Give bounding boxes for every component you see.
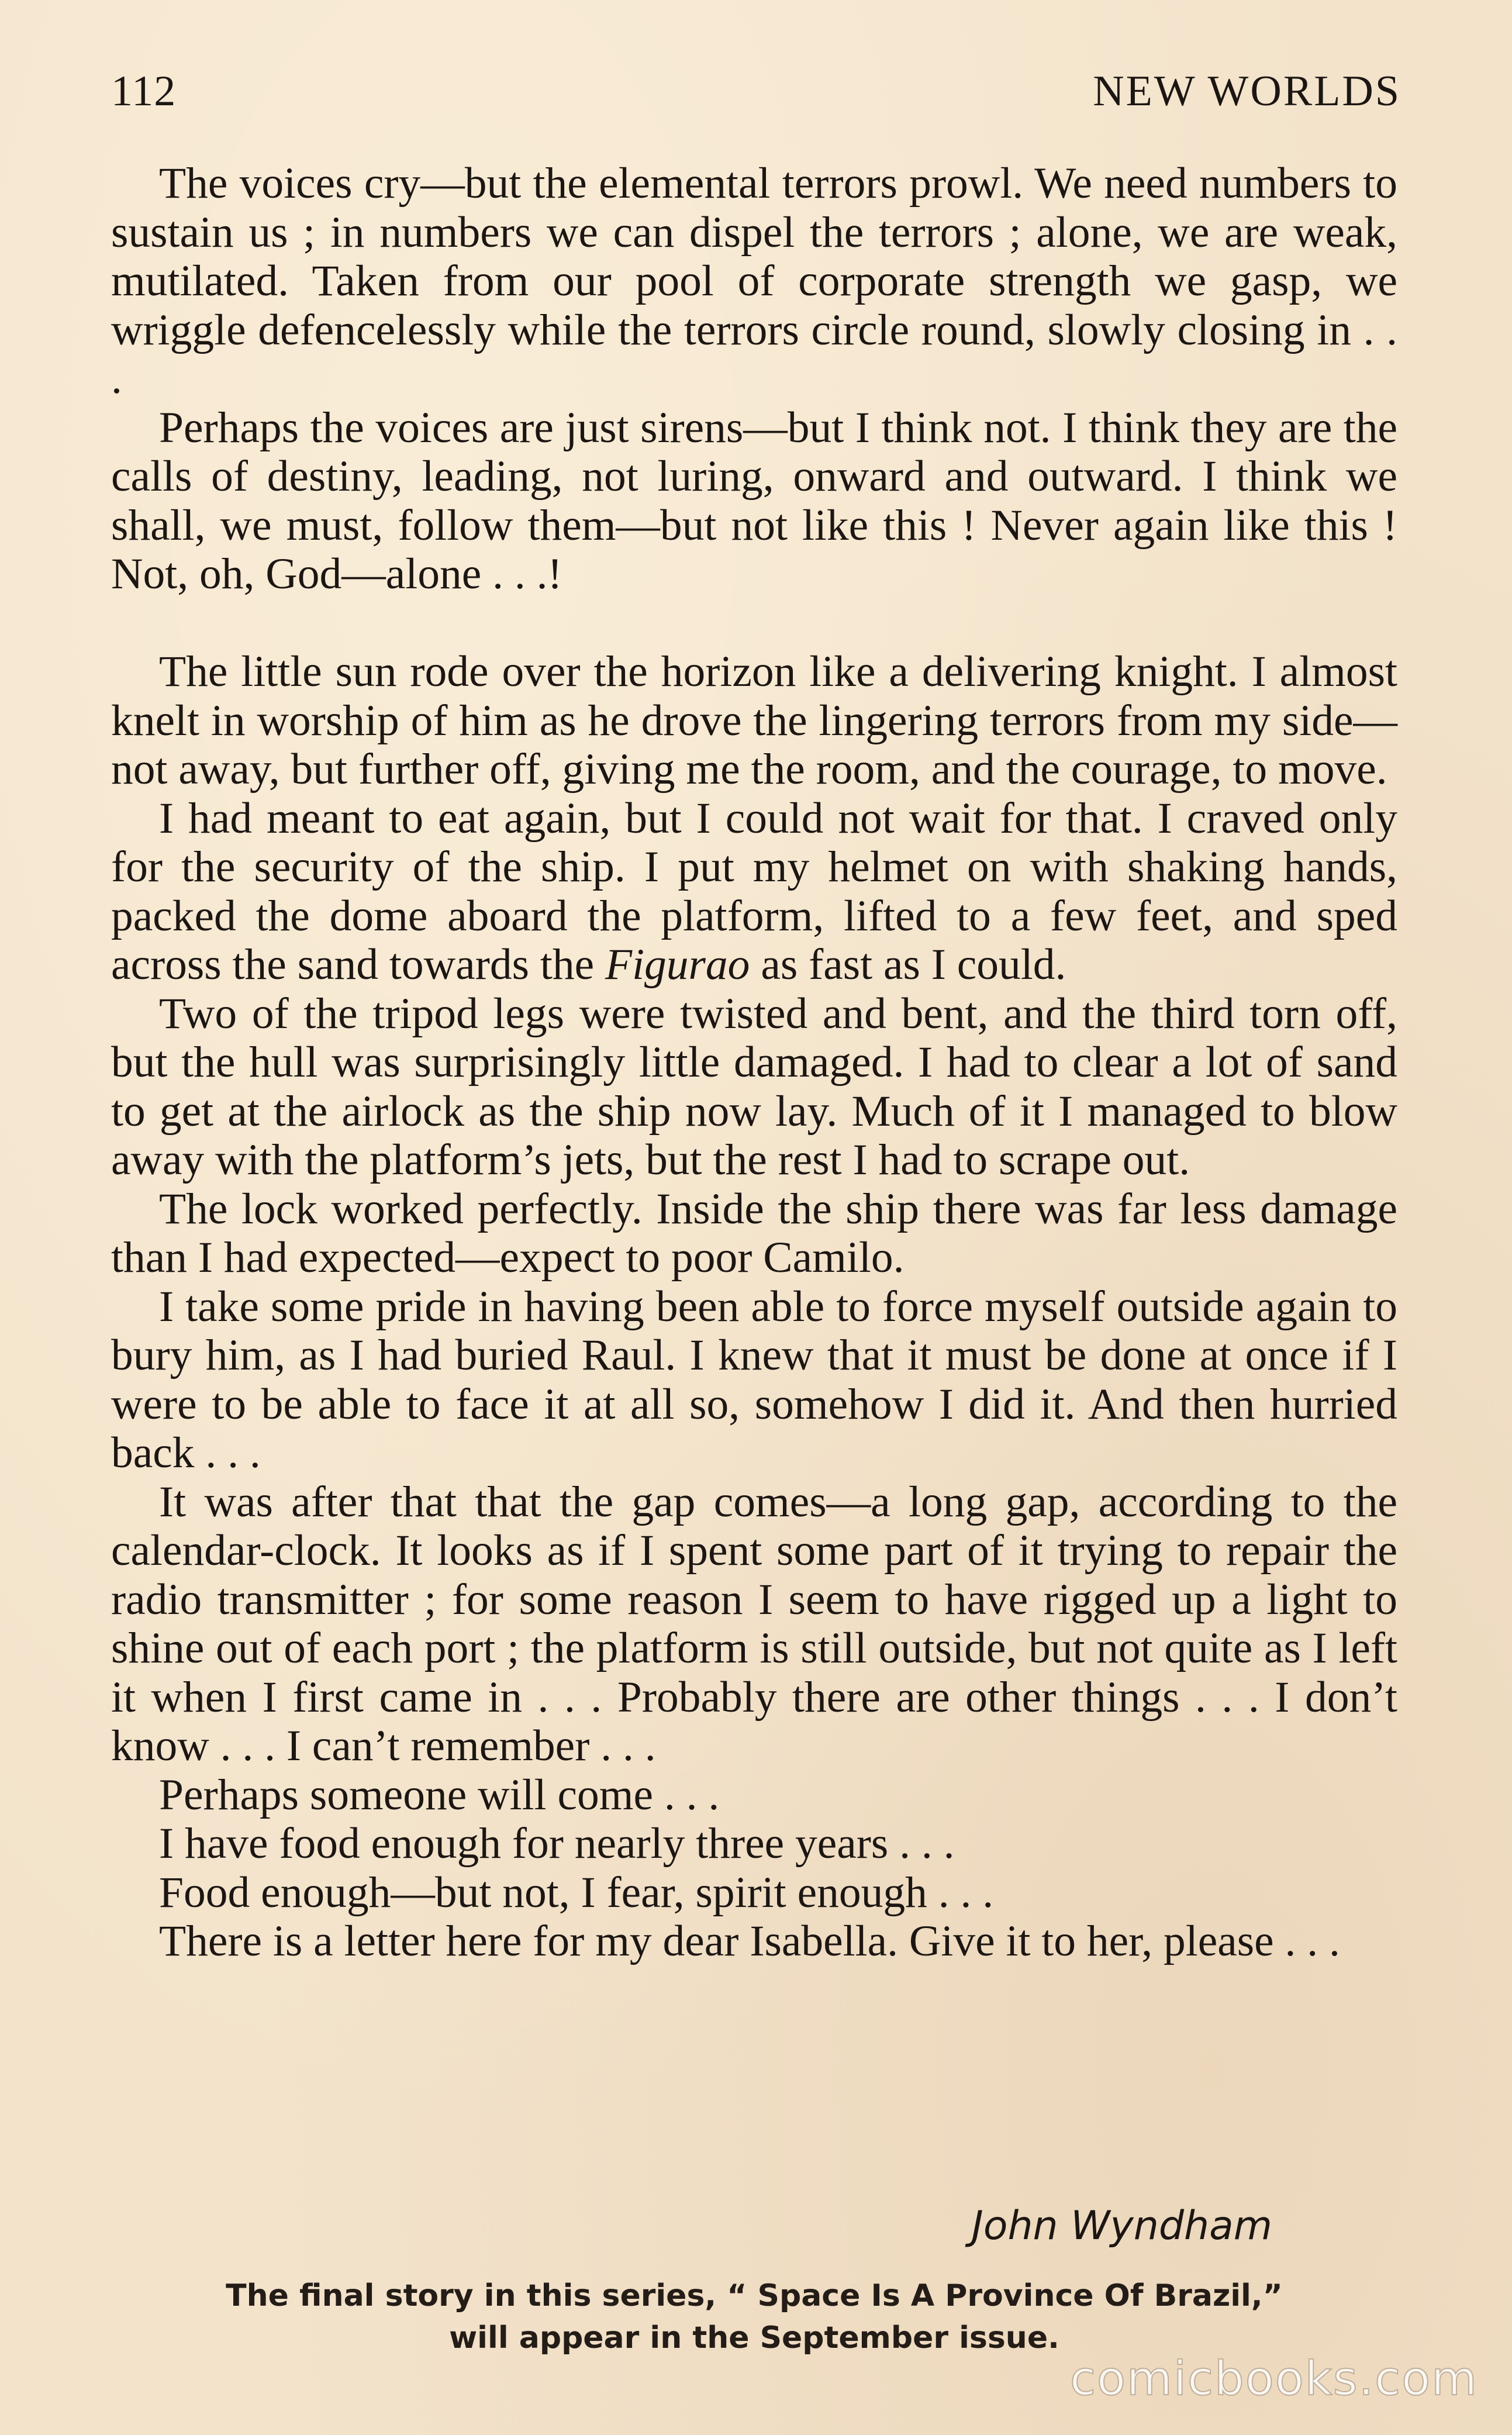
paragraph: I take some pride in having been able to force myself outside again to bury him, as I had buried Raul. I knew that it must be done at once if I were to be able to face it at all so, somehow I did it. And then hurried back . . . <box>111 1282 1397 1477</box>
running-head <box>111 63 1401 119</box>
page-number: 112 <box>111 67 177 115</box>
paragraph-text: I had meant to eat again, but I could not wait for that. I craved only for the security of the ship. I put my helmet on with shaking hands, packed the dome aboard the platform, lifted to a few feet, and sped across the sand towards the <box>111 794 1397 989</box>
footnote-line: The final story in this series, “ Space Is A Province Of Brazil,” <box>226 2278 1283 2313</box>
paragraph: Food enough—but not, I fear, spirit enough . . . <box>159 1868 994 1917</box>
paragraph-text-end: as fast as I could. <box>750 940 1066 989</box>
paragraph: The little sun rode over the horizon like a delivering knight. I almost knelt in worship of him as he drove the lingering terrors from my side—not away, but further off, giving me the room, and the courage, to move. <box>111 647 1397 794</box>
story-text <box>111 159 1397 1966</box>
paragraph: The lock worked perfectly. Inside the ship there was far less damage than I had expected—expect to poor Camilo. <box>111 1184 1397 1282</box>
paragraph: There is a letter here for my dear Isabella. Give it to her, please . . . <box>159 1917 1340 1965</box>
series-footnote <box>111 2275 1397 2359</box>
watermark: comicbooks.com <box>1069 2351 1478 2406</box>
paragraph: The voices cry—but the elemental terrors prowl. We need numbers to sustain us ; in numbers we can dispel the terrors ; alone, we are weak, mutilated. Taken from our pool of corporate strength we gasp, we wriggle defencelessly while the terrors circle round, slowly closing in . . . <box>111 159 1397 403</box>
paragraph: Two of the tripod legs were twisted and bent, and the third torn off, but the hull was surprisingly little damaged. I had to clear a lot of sand to get at the airlock as the ship now lay. Much of it I managed to blow away with the platform’s jets, but the rest I had to scrape out. <box>111 989 1397 1184</box>
author-signature: John Wyndham <box>971 2203 1272 2249</box>
paragraph: Perhaps someone will come . . . <box>159 1770 720 1819</box>
ship-name: Figurao <box>605 940 750 989</box>
footnote-line: will appear in the September issue. <box>449 2320 1059 2355</box>
paragraph: I have food enough for nearly three years . . . <box>159 1819 955 1868</box>
journal-title: NEW WORLDS <box>1093 67 1401 115</box>
paragraph: It was after that that the gap comes—a long gap, according to the calendar-clock. It looks as if I spent some part of it trying to repair the radio transmitter ; for some reason I seem to have rigged up a light to shine out of each port ; the platform is still outside, but not quite as I left it when I first came in . . . Probably there are other things . . . I don’t know . . . I can’t remember . . . <box>111 1477 1397 1770</box>
paragraph: Perhaps the voices are just sirens—but I think not. I think they are the calls of destiny, leading, not luring, onward and outward. I think we shall, we must, follow them—but not like this ! Never again like this ! Not, oh, God—alone . . .! <box>111 403 1397 598</box>
section-break <box>111 599 1397 648</box>
paragraph <box>111 794 1397 989</box>
